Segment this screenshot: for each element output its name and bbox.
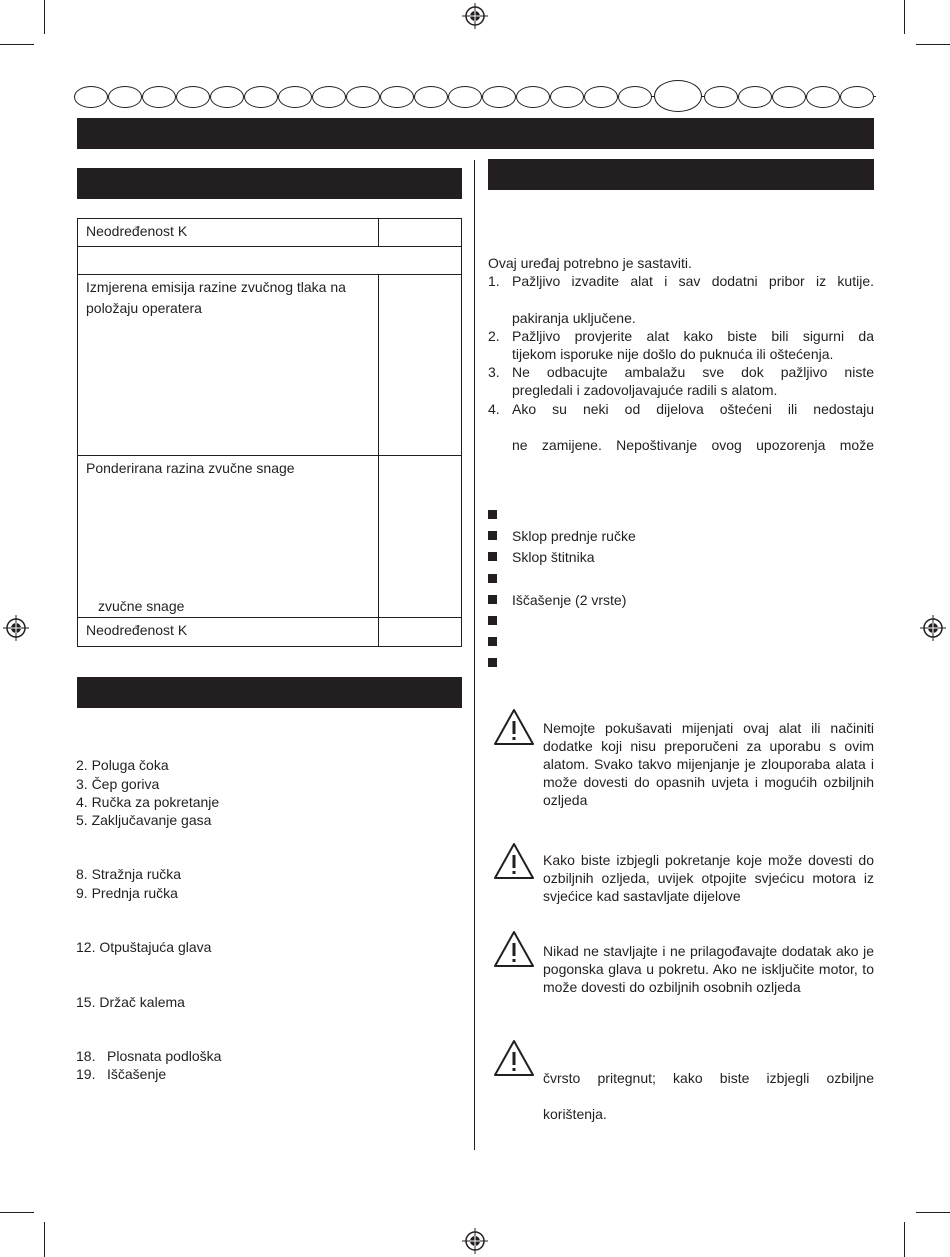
- warning-triangle-icon: [493, 708, 535, 746]
- noise-spec-table: [77, 218, 462, 647]
- language-tab: [772, 86, 806, 108]
- language-tab: [278, 86, 312, 108]
- bullet-square-icon: [488, 637, 497, 646]
- crop-mark: [0, 1212, 34, 1213]
- language-tab: [738, 86, 772, 108]
- part-item: 8. Stražnja ručka: [76, 866, 182, 882]
- language-tab: [176, 86, 210, 108]
- warning-text: korištenja.: [543, 1106, 607, 1122]
- language-tab: [414, 86, 448, 108]
- spec-row-cell: [78, 456, 379, 618]
- section-header-assembly: [488, 159, 874, 190]
- language-tab: [584, 86, 618, 108]
- language-tab: [704, 86, 738, 108]
- language-tab: [312, 86, 346, 108]
- bullet-square-icon: [488, 510, 497, 519]
- spec-row-label: Neodređenost K: [78, 219, 379, 247]
- step-text: Ne odbacujte ambalažu sve dok pažljivo niste: [512, 364, 874, 380]
- language-tab-active: [654, 80, 702, 112]
- language-tab: [806, 86, 840, 108]
- language-tab: [210, 86, 244, 108]
- section-header-specs: [77, 168, 462, 199]
- registration-mark-icon: [3, 615, 29, 641]
- part-item: 4. Ručka za pokretanje: [76, 794, 220, 810]
- language-tab: [346, 86, 380, 108]
- contents-item: Sklop štitnika: [512, 549, 595, 565]
- step-text-cont: ne zamijene. Nepoštivanje ovog upozorenja može: [512, 437, 874, 453]
- section-header-parts: [77, 677, 462, 708]
- part-item: 12. Otpuštajuća glava: [76, 939, 212, 955]
- warning-triangle-icon: [493, 930, 535, 968]
- language-tab-row: [74, 86, 876, 108]
- spec-row-value: [379, 456, 462, 618]
- bullet-square-icon: [488, 531, 497, 540]
- crop-mark: [904, 1222, 905, 1257]
- crop-mark: [916, 44, 950, 45]
- column-separator: [474, 160, 475, 1150]
- page-title-bar: [77, 118, 874, 149]
- step-number: 1.: [488, 273, 500, 289]
- part-item: 3. Čep goriva: [76, 776, 160, 792]
- part-item: Iščašenje: [107, 1066, 167, 1082]
- spec-row-label: Ponderirana razina zvučne snage: [86, 460, 295, 476]
- crop-mark: [916, 1212, 950, 1213]
- bullet-square-icon: [488, 658, 497, 667]
- crop-mark: [904, 0, 905, 34]
- language-tab: [380, 86, 414, 108]
- language-tab: [840, 86, 874, 108]
- language-tab: [618, 86, 652, 108]
- step-text-cont: pregledali i zadovoljavajuće radili s alatom.: [512, 382, 778, 398]
- language-tab: [550, 86, 584, 108]
- bullet-square-icon: [488, 552, 497, 561]
- language-tab: [74, 86, 108, 108]
- part-item: Plosnata podloška: [107, 1048, 222, 1064]
- crop-mark: [0, 44, 34, 45]
- crop-mark: [44, 1222, 45, 1257]
- step-text-cont: tijekom isporuke nije došlo do puknuća ili oštećenja.: [512, 346, 834, 362]
- part-number: 18.: [76, 1048, 96, 1064]
- step-text: Pažljivo izvadite alat i sav dodatni pribor iz kutije.: [512, 273, 874, 289]
- spec-row-value: [379, 275, 462, 456]
- language-tab: [448, 86, 482, 108]
- step-number: 4.: [488, 401, 500, 417]
- spec-row-tail: zvučne snage: [98, 598, 185, 614]
- registration-mark-icon: [462, 3, 488, 29]
- language-tab: [244, 86, 278, 108]
- crop-mark: [44, 0, 45, 34]
- language-tab: [482, 86, 516, 108]
- bullet-square-icon: [488, 574, 497, 583]
- contents-item: Sklop prednje ručke: [512, 528, 636, 544]
- registration-mark-icon: [462, 1228, 488, 1254]
- registration-mark-icon: [920, 615, 946, 641]
- warning-triangle-icon: [493, 842, 535, 880]
- warning-text: čvrsto pritegnut; kako biste izbjegli ozbiljne: [543, 1070, 874, 1086]
- spec-row-label: Neodređenost K: [78, 618, 379, 647]
- spec-row-value: [379, 618, 462, 647]
- part-item: 5. Zaključavanje gasa: [76, 812, 212, 828]
- spec-row-label: [78, 247, 462, 275]
- contents-item: Iščašenje (2 vrste): [512, 592, 627, 608]
- spec-row-value: [379, 219, 462, 247]
- bullet-square-icon: [488, 595, 497, 604]
- step-text-cont: pakiranja uključene.: [512, 310, 636, 326]
- assembly-intro: Ovaj uređaj potrebno je sastaviti.: [488, 255, 692, 271]
- warning-triangle-icon: [493, 1039, 535, 1077]
- part-item: 9. Prednja ručka: [76, 885, 178, 901]
- step-number: 2.: [488, 328, 500, 344]
- spec-row-label: Izmjerena emisija razine zvučnog tlaka na položaju operatera: [78, 275, 379, 456]
- language-tab: [108, 86, 142, 108]
- warning-text: Nikad ne stavljajte i ne prilagođavajte dodatak ako je pogonska glava u pokretu. Ako ne isključite motor, to može dovesti do ozbiljnih osobnih ozljeda: [543, 943, 874, 995]
- language-tab: [516, 86, 550, 108]
- part-item: 15. Držač kalema: [76, 994, 185, 1010]
- part-number: 19.: [76, 1066, 96, 1082]
- warning-text: Nemojte pokušavati mijenjati ovaj alat ili načiniti dodatke koji nisu preporučeni za uporabu s ovim alatom. Svako takvo mijenjanje je zlouporaba alata i može dovesti do opasnih uvjeta i mogućih ozbiljnih ozljeda: [543, 720, 874, 808]
- part-item: 2. Poluga čoka: [76, 757, 169, 773]
- warning-text: Kako biste izbjegli pokretanje koje može dovesti do ozbiljnih ozljeda, uvijek otpojite svjećicu motora iz svjećice kad sastavljate dijelove: [543, 852, 874, 904]
- bullet-square-icon: [488, 616, 497, 625]
- step-text: Pažljivo provjerite alat kako biste bili sigurni da: [512, 328, 874, 344]
- language-tab: [142, 86, 176, 108]
- step-number: 3.: [488, 364, 500, 380]
- step-text: Ako su neki od dijelova oštećeni ili nedostaju: [512, 401, 874, 417]
